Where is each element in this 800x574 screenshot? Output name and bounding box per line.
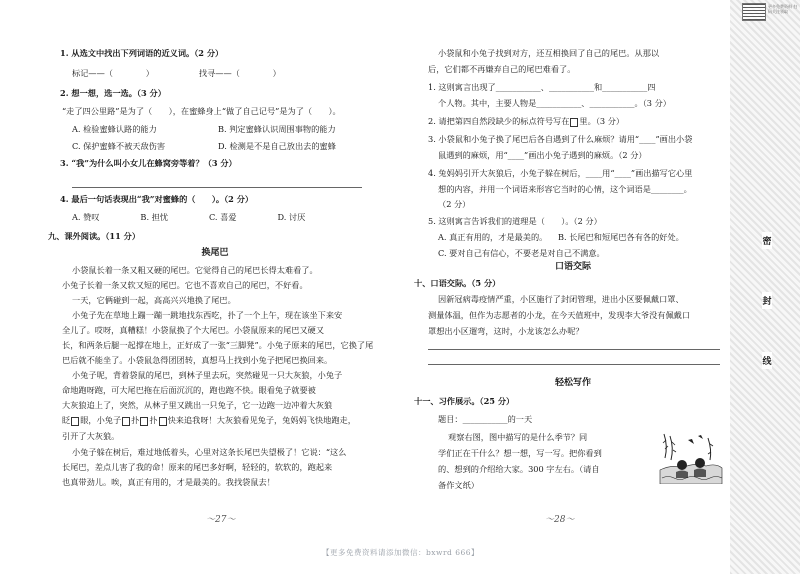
seal-char: 线 <box>762 352 772 369</box>
seal-char: 封 <box>762 292 772 309</box>
qr-code[interactable] <box>742 3 766 21</box>
story-title: 换尾巴 <box>201 248 229 258</box>
oral-line: 罩想出小区遛弯，这时，小龙该怎么办呢？ <box>428 326 584 336</box>
page-number: ～28～ <box>545 515 575 525</box>
answer-box[interactable] <box>570 118 578 127</box>
question-2-line: “走了四公里路”是为了（ ），在蜜蜂身上“做了自己记号”是为了（ ）。 <box>62 106 341 116</box>
story-line: 长尾巴，差点儿害了我的命！原来的尾巴多好啊，轻轻的，软软的，跑起来 <box>62 462 333 472</box>
option-b: B. 长尾巴和短尾巴各有各的好处。 <box>558 232 684 242</box>
answer-line[interactable] <box>428 349 720 350</box>
question-4-options: A. 赞叹 B. 担忧 C. 喜爱 D. 讨厌 <box>72 212 306 222</box>
seal-char: 密 <box>762 232 772 249</box>
story-line: 一天，它俩碰到一起，高高兴兴地换了尾巴。 <box>72 295 236 305</box>
punctuation-box[interactable] <box>122 417 130 426</box>
oral-heading: 口语交际 <box>554 262 591 272</box>
essay-topic: 题目：___________的一天 <box>438 414 533 424</box>
story-text: 扑 <box>149 415 158 425</box>
story-line: 大灰狼追上了，突然，从林子里又跳出一只兔子，它一边跑一边冲着大灰狼 <box>62 400 333 410</box>
right-page <box>400 0 730 574</box>
story-text: 眨 <box>62 415 71 425</box>
story-line: 小兔子先在草地上蹦一蹦一跳地找东西吃，扑了一个上午，现在该坐下来安 <box>72 310 343 320</box>
story-line: 小兔子长着一条又软又短的尾巴。它也不喜欢自己的尾巴，不好看。 <box>62 280 308 290</box>
question-1-cont: 个人物。其中，主要人物是___________、___________。（3 分） <box>438 98 671 108</box>
question-5: 5. 这则寓言告诉我们的道理是（ ）。（2 分） <box>428 216 602 226</box>
writing-prompt: 备作文纸） <box>438 480 479 490</box>
option-c: C. 要对自己有信心，不要老是对自己不满意。 <box>438 248 605 258</box>
intro-line: 小袋鼠和小兔子找到对方，还互相换回了自己的尾巴。从那以 <box>438 48 660 58</box>
intro-line: 后，它们都不再嫌弃自己的尾巴难看了。 <box>428 64 576 74</box>
story-line: 命地跑呀跑，可大尾巴拖在后面沉沉的，跑也跑不快。眼看兔子就要被 <box>62 385 316 395</box>
question-1: 1. 这则寓言出现了___________、___________和___________四 <box>428 82 656 92</box>
question-1: 1. 从选文中找出下列词语的近义词。（2 分） <box>60 48 224 58</box>
section-11-title: 十一、习作展示。（25 分） <box>414 396 515 406</box>
story-line: 小兔子呢，背着袋鼠的尾巴，到林子里去玩，突然碰见一只大灰狼，小兔子 <box>72 370 343 380</box>
writing-prompt: 的、想到的介绍给大家。300 字左右。（请自 <box>438 464 600 474</box>
kids-illustration <box>658 432 724 484</box>
option-a: A. 真正有用的，才是最美的。 <box>438 232 548 242</box>
punctuation-box[interactable] <box>71 417 79 426</box>
story-line: 全儿了。哎呀，真糟糕！小袋鼠换了个大尾巴。小袋鼠原来的尾巴又硬又 <box>62 325 325 335</box>
story-line-with-boxes <box>62 415 356 426</box>
child-head <box>695 458 705 468</box>
question-4-score: （2 分） <box>438 199 471 209</box>
oral-line: 因新冠病毒疫情严重，小区施行了封闭管理，进出小区要佩戴口罩、 <box>438 294 684 304</box>
ground <box>660 464 722 484</box>
question-1-items: 标记——（ ） 找寻——（ ） <box>72 68 281 78</box>
question-2 <box>428 116 624 127</box>
question-2: 2. 想一想，选一选。（3 分） <box>60 88 166 98</box>
answer-line[interactable] <box>428 364 720 365</box>
option-d: D. 检测是不是自己放出去的蜜蜂 <box>218 141 336 151</box>
question-3: 3. “我”为什么叫小女儿在蜂窝旁等着？（3 分） <box>60 158 237 168</box>
qr-caption: 更多免费资料 扫码关注领取 <box>768 4 798 14</box>
page-number: ～27～ <box>206 515 236 525</box>
child-head <box>677 460 687 470</box>
question-2-tail: 里。（3 分） <box>579 116 625 126</box>
question-3-cont: 鼠遇到的麻烦，用“____”画出小兔子遇到的麻烦。（2 分） <box>438 150 647 160</box>
question-3: 3. 小袋鼠和小兔子换了尾巴后各自遇到了什么麻烦？请用“____”画出小袋 <box>428 134 693 144</box>
option-b: B. 判定蜜蜂认识周围事物的能力 <box>218 124 336 134</box>
writing-prompt: 学们正在干什么？想一想，写一写。把你看到 <box>438 448 602 458</box>
story-line: 巴后就不能坐了。小袋鼠急得团团转，真想马上找到小兔子把尾巴换回来。 <box>62 355 333 365</box>
writing-heading: 轻松写作 <box>554 378 591 388</box>
section-10-title: 十、口语交际。（5 分） <box>414 278 501 288</box>
section-9-title: 九、课外阅读。（11 分） <box>48 231 141 241</box>
question-4: 4. 最后一句话表现出“我”对蜜蜂的（ ）。（2 分） <box>60 194 254 204</box>
option-a: A. 检验蜜蜂认路的能力 <box>72 124 157 134</box>
story-line: 也真带劲儿。唉，真正有用的，才是最美的。我找袋鼠去！ <box>62 477 275 487</box>
story-line: 长，和两条后腿一起撑在地上，正好成了一张“三脚凳”。小兔子原来的尾巴，它换了尾 <box>62 340 374 350</box>
story-text: 扑 <box>131 415 140 425</box>
question-2-text: 2. 请把第四自然段缺少的标点符号写在 <box>428 116 570 126</box>
answer-line[interactable] <box>72 187 362 188</box>
question-4-cont: 想的内容，并用一个词语来形容它当时的心情，这个词语是________。 <box>438 184 692 194</box>
writing-prompt: 观察右图，图中描写的是什么季节？同 <box>448 432 588 442</box>
punctuation-box[interactable] <box>140 417 148 426</box>
story-line: 小兔子躲在树后，难过地低着头，心里对这条长尾巴失望极了！它说：“这么 <box>72 447 347 457</box>
binding-margin <box>730 0 800 574</box>
story-line: 小袋鼠长着一条又粗又硬的尾巴。它觉得自己的尾巴长得太难看了。 <box>72 265 318 275</box>
option-c: C. 保护蜜蜂不被天敌伤害 <box>72 141 166 151</box>
story-text: 快来追我呀！大灰狼看见兔子，兔妈妈飞快地跑走， <box>167 415 356 425</box>
punctuation-box[interactable] <box>159 417 167 426</box>
story-text: 眼，小兔子 <box>80 415 122 425</box>
story-line: 引开了大灰狼。 <box>62 431 120 441</box>
footer-watermark: 【更多免费资料请添加微信：bxwrd 666】 <box>322 548 480 557</box>
oral-line: 测量体温，但作为志愿者的小龙，在今天值班中，发现李大爷没有佩戴口 <box>428 310 691 320</box>
question-4: 4. 兔妈妈引开大灰狼后，小兔子躲在树后，____用“____”画出描写它心里 <box>428 168 693 178</box>
